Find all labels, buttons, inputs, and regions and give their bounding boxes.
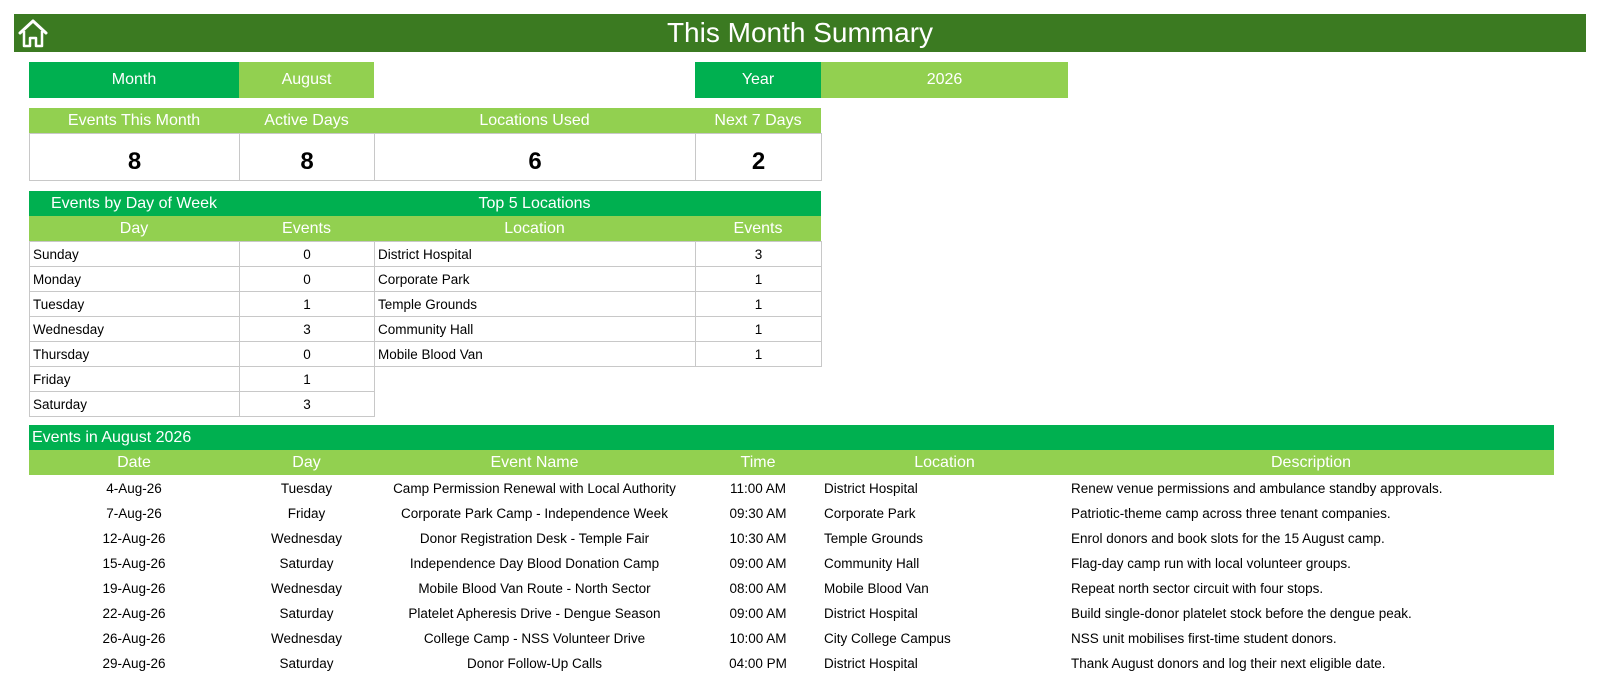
- event-description: Repeat north sector circuit with four stops.: [1071, 581, 1324, 596]
- event-date: 22-Aug-26: [102, 606, 166, 621]
- col-header-location-events: Events: [695, 216, 821, 241]
- kpi-label-events-this-month: Events This Month: [29, 108, 239, 133]
- event-description: Thank August donors and log their next eligible date.: [1071, 656, 1386, 671]
- location-events-cell: 1: [695, 341, 822, 367]
- event-day: Wednesday: [270, 631, 343, 646]
- location-events-cell: 1: [695, 266, 822, 292]
- kpi-label-active-days: Active Days: [239, 108, 374, 133]
- event-date: 19-Aug-26: [102, 581, 166, 596]
- kpi-value-events-this-month: 8: [29, 133, 240, 181]
- col-header-day-events: Events: [239, 216, 374, 241]
- day-events-cell: 3: [239, 391, 375, 417]
- event-date: 15-Aug-26: [102, 556, 166, 571]
- events-col-description: Description: [1068, 450, 1554, 475]
- kpi-label-next-7-days: Next 7 Days: [695, 108, 821, 133]
- kpi-value-active-days: 8: [239, 133, 375, 181]
- event-location: Corporate Park: [824, 506, 916, 521]
- event-time: 10:00 AM: [729, 631, 787, 646]
- top-locations-title: Top 5 Locations: [374, 191, 695, 216]
- event-location: District Hospital: [824, 656, 918, 671]
- event-day: Saturday: [279, 656, 334, 671]
- event-name[interactable]: College Camp - NSS Volunteer Drive: [423, 631, 646, 646]
- event-day: Tuesday: [280, 481, 333, 496]
- location-cell: Mobile Blood Van: [374, 341, 696, 367]
- month-label: Month: [29, 62, 239, 98]
- event-description: Renew venue permissions and ambulance standby approvals.: [1071, 481, 1443, 496]
- event-description: Enrol donors and book slots for the 15 August camp.: [1071, 531, 1385, 546]
- event-name[interactable]: Corporate Park Camp - Independence Week: [401, 506, 668, 521]
- day-cell: Friday: [29, 366, 240, 392]
- event-time: 04:00 PM: [729, 656, 787, 671]
- event-time: 10:30 AM: [729, 531, 787, 546]
- day-events-cell: 1: [239, 366, 375, 392]
- event-date: 4-Aug-26: [106, 481, 162, 496]
- location-events-cell: 3: [695, 241, 822, 267]
- event-date: 12-Aug-26: [102, 531, 166, 546]
- day-cell: Tuesday: [29, 291, 240, 317]
- location-cell: Corporate Park: [374, 266, 696, 292]
- location-events-cell: 1: [695, 316, 822, 342]
- event-time: 08:00 AM: [729, 581, 787, 596]
- day-cell: Sunday: [29, 241, 240, 267]
- kpi-label-locations-used: Locations Used: [374, 108, 695, 133]
- event-name[interactable]: Donor Registration Desk - Temple Fair: [419, 531, 650, 546]
- year-select[interactable]: 2026: [821, 62, 1068, 98]
- events-col-time: Time: [695, 450, 821, 475]
- event-description: Patriotic-theme camp across three tenant companies.: [1071, 506, 1391, 521]
- location-events-cell: 1: [695, 291, 822, 317]
- event-location: Temple Grounds: [824, 531, 924, 546]
- kpi-value-locations-used: 6: [374, 133, 696, 181]
- event-day: Saturday: [279, 606, 334, 621]
- event-location: Community Hall: [824, 556, 920, 571]
- events-col-name: Event Name: [374, 450, 695, 475]
- events-col-location: Location: [821, 450, 1068, 475]
- event-location: City College Campus: [824, 631, 951, 646]
- day-cell: Thursday: [29, 341, 240, 367]
- event-name[interactable]: Independence Day Blood Donation Camp: [409, 556, 660, 571]
- event-day: Wednesday: [270, 531, 343, 546]
- event-time: 11:00 AM: [729, 481, 787, 496]
- event-name[interactable]: Donor Follow-Up Calls: [466, 656, 603, 671]
- event-date: 26-Aug-26: [102, 631, 166, 646]
- event-day: Saturday: [279, 556, 334, 571]
- event-location: District Hospital: [824, 481, 918, 496]
- day-cell: Saturday: [29, 391, 240, 417]
- home-icon[interactable]: [17, 17, 49, 49]
- event-date: 7-Aug-26: [106, 506, 162, 521]
- event-name[interactable]: Platelet Apheresis Drive - Dengue Season: [408, 606, 661, 621]
- events-col-day: Day: [239, 450, 374, 475]
- day-events-cell: 0: [239, 341, 375, 367]
- year-label: Year: [695, 62, 821, 98]
- events-section-title: Events in August 2026: [29, 425, 1554, 450]
- event-location: Mobile Blood Van: [824, 581, 929, 596]
- day-events-cell: 0: [239, 241, 375, 267]
- day-cell: Wednesday: [29, 316, 240, 342]
- event-description: Flag-day camp run with local volunteer groups.: [1071, 556, 1351, 571]
- day-cell: Monday: [29, 266, 240, 292]
- col-header-location: Location: [374, 216, 695, 241]
- location-cell: Temple Grounds: [374, 291, 696, 317]
- event-day: Friday: [287, 506, 326, 521]
- col-header-day: Day: [29, 216, 239, 241]
- event-time: 09:00 AM: [729, 556, 787, 571]
- location-cell: Community Hall: [374, 316, 696, 342]
- day-events-cell: 0: [239, 266, 375, 292]
- event-time: 09:00 AM: [729, 606, 787, 621]
- event-name[interactable]: Mobile Blood Van Route - North Sector: [418, 581, 651, 596]
- by-day-title: Events by Day of Week: [29, 191, 239, 216]
- month-select[interactable]: August: [239, 62, 374, 98]
- event-description: Build single-donor platelet stock before the dengue peak.: [1071, 606, 1412, 621]
- day-events-cell: 1: [239, 291, 375, 317]
- event-time: 09:30 AM: [729, 506, 787, 521]
- page-title: This Month Summary: [666, 17, 934, 48]
- event-name[interactable]: Camp Permission Renewal with Local Authority: [393, 481, 676, 496]
- day-events-cell: 3: [239, 316, 375, 342]
- location-cell: District Hospital: [374, 241, 696, 267]
- events-col-date: Date: [29, 450, 239, 475]
- event-day: Wednesday: [270, 581, 343, 596]
- event-location: District Hospital: [824, 606, 918, 621]
- event-description: NSS unit mobilises first-time student donors.: [1071, 631, 1337, 646]
- event-date: 29-Aug-26: [102, 656, 166, 671]
- kpi-value-next-7-days: 2: [695, 133, 822, 181]
